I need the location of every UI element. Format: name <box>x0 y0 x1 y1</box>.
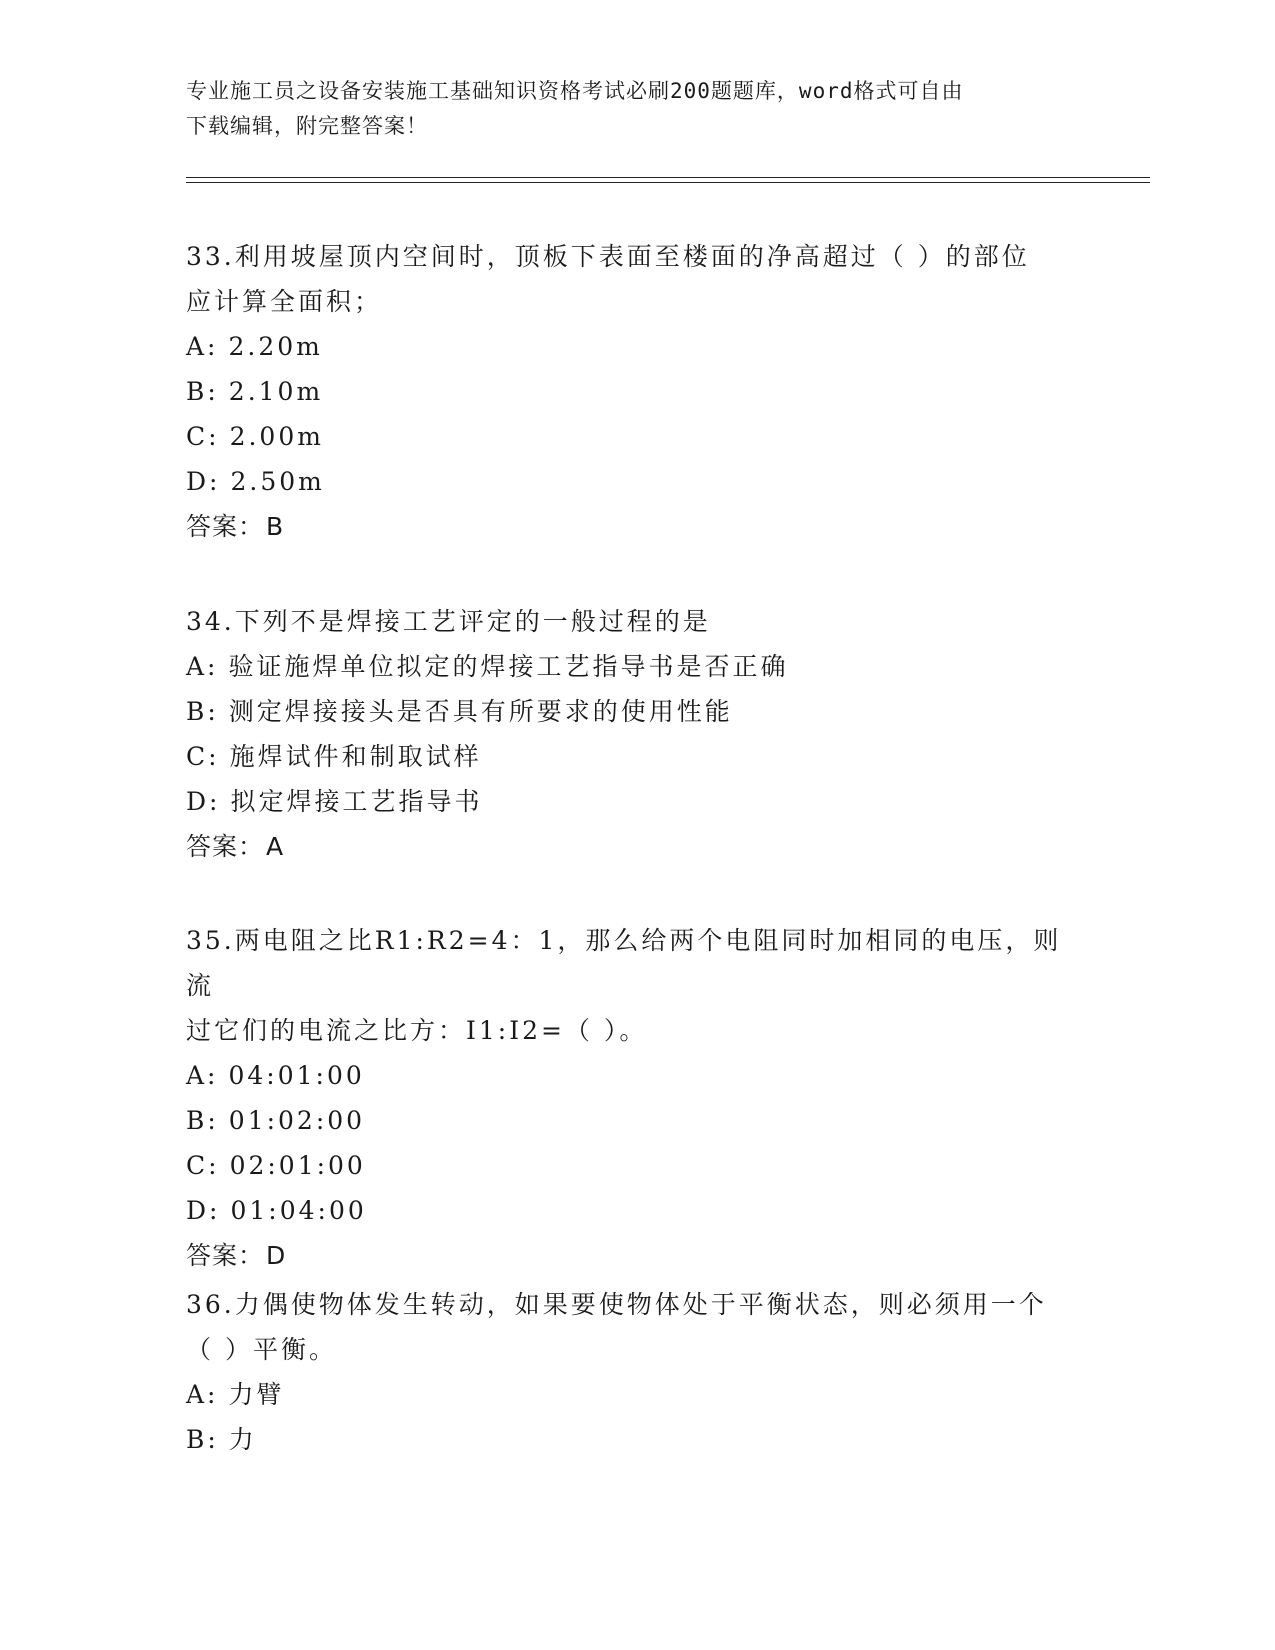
question-stem-line: （ ）平衡。 <box>186 1335 337 1364</box>
answer-label: 答案： <box>186 512 265 541</box>
question-stem-line: 35.两电阻之比R1:R2=4：1，那么给两个电阻同时加相同的电压，则流 <box>186 926 1062 1000</box>
option-text: 施焊试件和制取试样 <box>229 742 482 771</box>
option-c <box>186 1143 1086 1188</box>
option-text: 2.10m <box>228 377 324 406</box>
option-text: 测定焊接接头是否具有所要求的使用性能 <box>228 697 733 726</box>
option-d <box>186 459 1086 504</box>
option-letter: A: <box>186 332 219 361</box>
option-d <box>186 779 1086 824</box>
header-line-1: 专业施工员之设备安装施工基础知识资格考试必刷200题题库，word格式可自由 <box>186 79 964 103</box>
option-text: 2.00m <box>229 422 324 451</box>
header-rule-bottom <box>186 182 1150 183</box>
option-b <box>186 1098 1086 1143</box>
option-text: 力臂 <box>228 1380 285 1409</box>
option-d <box>186 1188 1086 1233</box>
answer-line <box>186 504 1086 549</box>
option-text: 拟定焊接工艺指导书 <box>230 787 483 816</box>
option-text: 04:01:00 <box>228 1061 365 1090</box>
option-letter: C: <box>186 1151 220 1180</box>
option-c <box>186 414 1086 459</box>
question-stem-line: 应计算全面积； <box>186 287 383 316</box>
option-b <box>186 369 1086 414</box>
header-rule-top <box>186 177 1150 178</box>
answer-value: D <box>266 1241 287 1270</box>
answer-value: A <box>266 832 285 861</box>
option-text: 2.20m <box>228 332 323 361</box>
option-letter: C: <box>186 422 220 451</box>
option-letter: D: <box>186 787 221 816</box>
option-letter: C: <box>186 742 220 771</box>
option-letter: A: <box>186 1380 219 1409</box>
option-text: 力 <box>228 1425 257 1454</box>
option-a <box>186 644 1086 689</box>
option-b <box>186 689 1086 734</box>
header-line-2: 下载编辑，附完整答案！ <box>186 114 428 138</box>
answer-value: B <box>266 512 285 541</box>
option-letter: D: <box>186 1196 221 1225</box>
question-33 <box>186 234 1086 549</box>
question-36 <box>186 1282 1086 1462</box>
answer-label: 答案： <box>186 1241 265 1270</box>
question-stem-line: 34.下列不是焊接工艺评定的一般过程的是 <box>186 607 711 636</box>
option-text: 01:04:00 <box>230 1196 367 1225</box>
question-stem-line: 36.力偶使物体发生转动，如果要使物体处于平衡状态，则必须用一个 <box>186 1290 1047 1319</box>
option-letter: B: <box>186 1425 219 1454</box>
question-stem-line: 过它们的电流之比方：I1:I2=（ ）。 <box>186 1016 648 1045</box>
question-34 <box>186 599 1086 869</box>
option-letter: D: <box>186 467 221 496</box>
option-a <box>186 1053 1086 1098</box>
option-text: 验证施焊单位拟定的焊接工艺指导书是否正确 <box>228 652 789 681</box>
answer-label: 答案： <box>186 832 265 861</box>
option-letter: A: <box>186 1061 219 1090</box>
document-header <box>186 74 1066 144</box>
question-35 <box>186 918 1086 1278</box>
option-letter: B: <box>186 697 219 726</box>
option-letter: B: <box>186 1106 219 1135</box>
option-text: 2.50m <box>230 467 325 496</box>
answer-line <box>186 1233 1086 1278</box>
option-letter: A: <box>186 652 219 681</box>
option-text: 02:01:00 <box>229 1151 366 1180</box>
option-a <box>186 1372 1086 1417</box>
option-letter: B: <box>186 377 219 406</box>
option-a <box>186 324 1086 369</box>
option-text: 01:02:00 <box>228 1106 366 1135</box>
answer-line <box>186 824 1086 869</box>
option-c <box>186 734 1086 779</box>
question-stem-line: 33.利用坡屋顶内空间时，顶板下表面至楼面的净高超过（ ）的部位 <box>186 242 1030 271</box>
option-b <box>186 1417 1086 1462</box>
